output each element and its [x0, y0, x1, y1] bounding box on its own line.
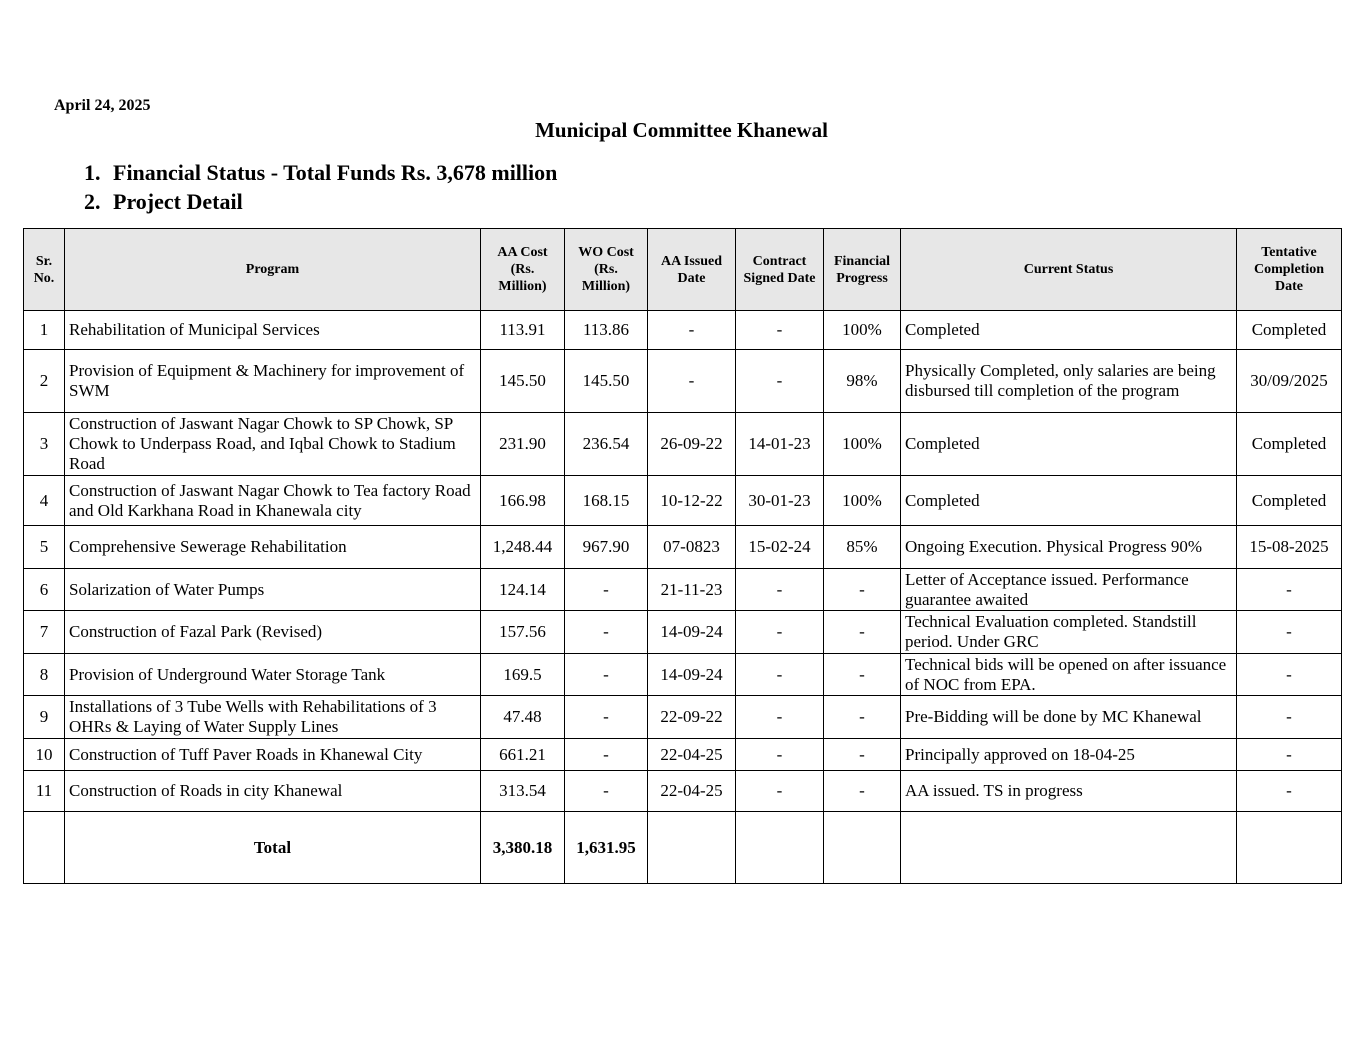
table-row [24, 413, 1342, 476]
cell-contract-signed-date: 15-02-24 [736, 526, 824, 569]
cell-sr-no: 8 [24, 654, 65, 696]
header-aa-issued-date: AA Issued Date [648, 229, 736, 311]
table-row [24, 476, 1342, 526]
cell-program: Construction of Roads in city Khanewal [65, 771, 481, 812]
cell-wo-cost: 113.86 [565, 311, 648, 350]
cell-contract-signed-date: - [736, 350, 824, 413]
cell-contract-signed-date: - [736, 696, 824, 739]
header-tentative-completion-date: Tentative Completion Date [1237, 229, 1342, 311]
section-item-financial-status [84, 158, 557, 187]
cell-sr-no: 7 [24, 611, 65, 654]
cell-aa-cost: 124.14 [481, 569, 565, 611]
section-label: Financial Status - Total Funds Rs. 3,678 million [113, 160, 558, 185]
header-aa-cost: AA Cost (Rs. Million) [481, 229, 565, 311]
cell-completion-date: Completed [1237, 476, 1342, 526]
cell-program: Construction of Jaswant Nagar Chowk to Tea factory Road and Old Karkhana Road in Khanewala city [65, 476, 481, 526]
cell-aa-issued-date: 22-09-22 [648, 696, 736, 739]
cell-wo-cost: - [565, 739, 648, 771]
header-sr-no: Sr. No. [24, 229, 65, 311]
cell-aa-cost: 47.48 [481, 696, 565, 739]
cell-completion-date: 15-08-2025 [1237, 526, 1342, 569]
cell-current-status: Ongoing Execution. Physical Progress 90% [901, 526, 1237, 569]
cell-program: Construction of Jaswant Nagar Chowk to SP Chowk, SP Chowk to Underpass Road, and Iqbal Chowk to Stadium Road [65, 413, 481, 476]
cell-aa-issued-date: - [648, 350, 736, 413]
cell-sr-no: 10 [24, 739, 65, 771]
total-label: Total [65, 812, 481, 884]
cell-completion-date: - [1237, 611, 1342, 654]
cell-current-status: Technical bids will be opened on after issuance of NOC from EPA. [901, 654, 1237, 696]
section-number: 1. [84, 160, 101, 185]
table-row [24, 771, 1342, 812]
cell-wo-cost: 145.50 [565, 350, 648, 413]
section-number: 2. [84, 189, 101, 214]
cell-total-blank [648, 812, 736, 884]
total-aa-cost: 3,380.18 [481, 812, 565, 884]
cell-wo-cost: - [565, 771, 648, 812]
cell-aa-cost: 145.50 [481, 350, 565, 413]
cell-financial-progress: 100% [824, 413, 901, 476]
section-item-project-detail [84, 187, 557, 216]
cell-sr-no: 11 [24, 771, 65, 812]
cell-contract-signed-date: - [736, 569, 824, 611]
cell-aa-cost: 661.21 [481, 739, 565, 771]
cell-financial-progress: 100% [824, 476, 901, 526]
cell-program: Construction of Fazal Park (Revised) [65, 611, 481, 654]
cell-aa-issued-date: 26-09-22 [648, 413, 736, 476]
cell-current-status: Completed [901, 413, 1237, 476]
cell-total-blank [901, 812, 1237, 884]
cell-wo-cost: 168.15 [565, 476, 648, 526]
cell-aa-cost: 169.5 [481, 654, 565, 696]
cell-aa-issued-date: 07-0823 [648, 526, 736, 569]
cell-aa-issued-date: 14-09-24 [648, 654, 736, 696]
cell-wo-cost: 967.90 [565, 526, 648, 569]
cell-aa-issued-date: 22-04-25 [648, 739, 736, 771]
table-row [24, 526, 1342, 569]
cell-wo-cost: - [565, 696, 648, 739]
header-financial-progress: Financial Progress [824, 229, 901, 311]
header-current-status: Current Status [901, 229, 1237, 311]
cell-financial-progress: - [824, 696, 901, 739]
cell-completion-date: - [1237, 654, 1342, 696]
cell-current-status: Completed [901, 476, 1237, 526]
cell-program: Provision of Underground Water Storage Tank [65, 654, 481, 696]
cell-aa-issued-date: 14-09-24 [648, 611, 736, 654]
cell-financial-progress: - [824, 569, 901, 611]
cell-sr-no: 6 [24, 569, 65, 611]
cell-aa-cost: 313.54 [481, 771, 565, 812]
cell-completion-date: - [1237, 739, 1342, 771]
cell-current-status: AA issued. TS in progress [901, 771, 1237, 812]
table-row [24, 611, 1342, 654]
cell-contract-signed-date: - [736, 311, 824, 350]
cell-current-status: Completed [901, 311, 1237, 350]
cell-current-status: Principally approved on 18-04-25 [901, 739, 1237, 771]
cell-contract-signed-date: 14-01-23 [736, 413, 824, 476]
cell-financial-progress: 98% [824, 350, 901, 413]
cell-total-blank [1237, 812, 1342, 884]
cell-program: Comprehensive Sewerage Rehabilitation [65, 526, 481, 569]
cell-contract-signed-date: - [736, 739, 824, 771]
cell-completion-date: Completed [1237, 413, 1342, 476]
cell-contract-signed-date: 30-01-23 [736, 476, 824, 526]
cell-contract-signed-date: - [736, 611, 824, 654]
table-row [24, 739, 1342, 771]
total-row [24, 812, 1342, 884]
section-list [84, 158, 557, 216]
header-contract-signed-date: Contract Signed Date [736, 229, 824, 311]
cell-financial-progress: - [824, 611, 901, 654]
cell-current-status: Letter of Acceptance issued. Performance guarantee awaited [901, 569, 1237, 611]
cell-financial-progress: - [824, 739, 901, 771]
cell-program: Construction of Tuff Paver Roads in Khanewal City [65, 739, 481, 771]
cell-total-blank [736, 812, 824, 884]
cell-contract-signed-date: - [736, 771, 824, 812]
cell-financial-progress: 100% [824, 311, 901, 350]
document-title: Municipal Committee Khanewal [535, 118, 828, 142]
cell-sr-no: 9 [24, 696, 65, 739]
cell-aa-issued-date: 21-11-23 [648, 569, 736, 611]
cell-completion-date: 30/09/2025 [1237, 350, 1342, 413]
cell-wo-cost: - [565, 611, 648, 654]
cell-program: Provision of Equipment & Machinery for improvement of SWM [65, 350, 481, 413]
section-label: Project Detail [113, 189, 243, 214]
table-row [24, 696, 1342, 739]
cell-aa-cost: 231.90 [481, 413, 565, 476]
cell-current-status: Pre-Bidding will be done by MC Khanewal [901, 696, 1237, 739]
table-row [24, 350, 1342, 413]
cell-aa-cost: 113.91 [481, 311, 565, 350]
cell-aa-issued-date: - [648, 311, 736, 350]
cell-program: Solarization of Water Pumps [65, 569, 481, 611]
cell-total-blank [24, 812, 65, 884]
cell-sr-no: 4 [24, 476, 65, 526]
cell-sr-no: 1 [24, 311, 65, 350]
cell-completion-date: Completed [1237, 311, 1342, 350]
header-wo-cost: WO Cost (Rs. Million) [565, 229, 648, 311]
cell-financial-progress: 85% [824, 526, 901, 569]
cell-contract-signed-date: - [736, 654, 824, 696]
cell-completion-date: - [1237, 771, 1342, 812]
table-header-row [24, 229, 1342, 311]
table-row [24, 311, 1342, 350]
cell-sr-no: 3 [24, 413, 65, 476]
header-program: Program [65, 229, 481, 311]
cell-financial-progress: - [824, 771, 901, 812]
cell-program: Rehabilitation of Municipal Services [65, 311, 481, 350]
cell-financial-progress: - [824, 654, 901, 696]
cell-program: Installations of 3 Tube Wells with Rehabilitations of 3 OHRs & Laying of Water Supply Lines [65, 696, 481, 739]
cell-sr-no: 5 [24, 526, 65, 569]
cell-wo-cost: - [565, 569, 648, 611]
cell-aa-issued-date: 10-12-22 [648, 476, 736, 526]
cell-completion-date: - [1237, 696, 1342, 739]
cell-current-status: Technical Evaluation completed. Standstill period. Under GRC [901, 611, 1237, 654]
cell-completion-date: - [1237, 569, 1342, 611]
total-wo-cost: 1,631.95 [565, 812, 648, 884]
cell-aa-cost: 166.98 [481, 476, 565, 526]
table-row [24, 569, 1342, 611]
cell-wo-cost: 236.54 [565, 413, 648, 476]
project-table [23, 228, 1342, 884]
cell-wo-cost: - [565, 654, 648, 696]
cell-aa-issued-date: 22-04-25 [648, 771, 736, 812]
cell-sr-no: 2 [24, 350, 65, 413]
document-date: April 24, 2025 [54, 97, 151, 114]
cell-current-status: Physically Completed, only salaries are being disbursed till completion of the program [901, 350, 1237, 413]
cell-aa-cost: 1,248.44 [481, 526, 565, 569]
table-row [24, 654, 1342, 696]
cell-aa-cost: 157.56 [481, 611, 565, 654]
cell-total-blank [824, 812, 901, 884]
